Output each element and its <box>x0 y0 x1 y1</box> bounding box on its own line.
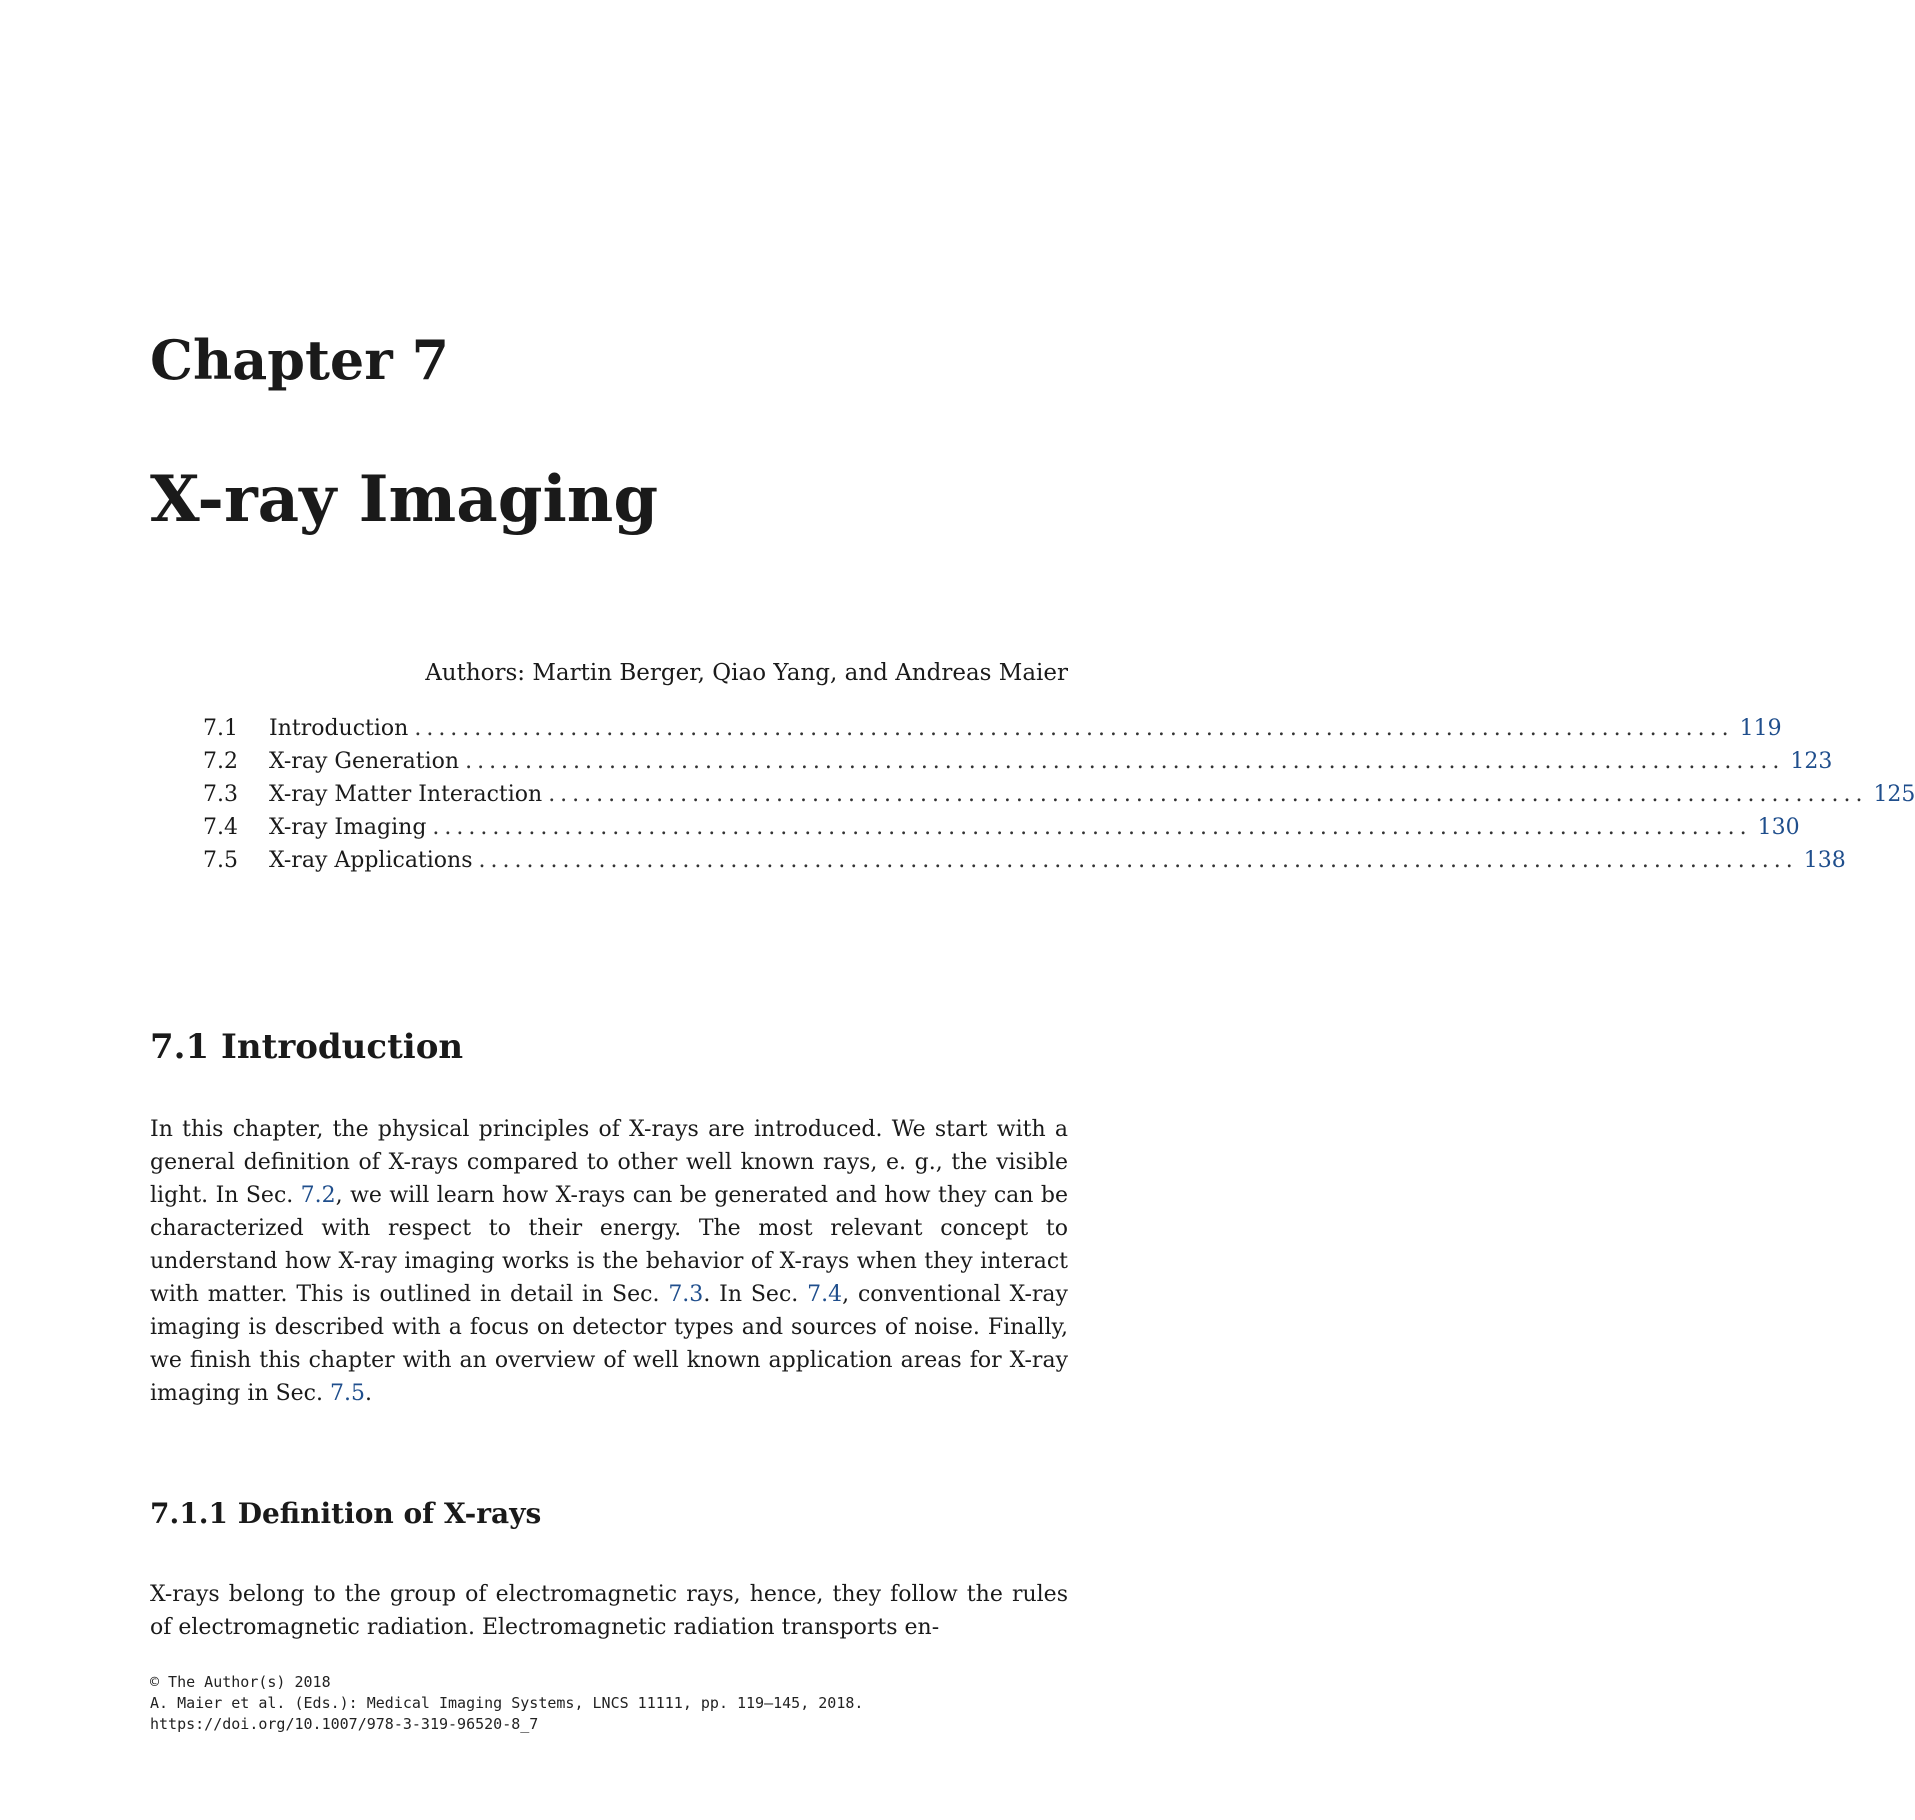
chapter-authors: Authors: Martin Berger, Qiao Yang, and Andreas Maier <box>425 660 1068 686</box>
chapter-table-of-contents <box>203 712 1915 877</box>
toc-dot-leader: .............................................................................................................. <box>548 782 1868 807</box>
toc-dot-leader: .............................................................................................................. <box>432 815 1752 840</box>
toc-entry-title: Introduction <box>269 716 409 741</box>
paragraph-text: . <box>364 1381 372 1406</box>
section-ref-link[interactable]: 7.4 <box>807 1282 843 1307</box>
paragraph-text: In this chapter, the physical principles of X-rays are introduced. We start with a general definition of X-rays compared to other well known rays, e. g., the visible light. In Sec. <box>150 1117 1068 1208</box>
toc-entry[interactable] <box>203 778 1915 811</box>
toc-entry-number: 7.5 <box>203 848 238 873</box>
intro-paragraph <box>150 1113 1068 1410</box>
toc-entry[interactable] <box>203 745 1833 778</box>
toc-entry-page-link[interactable]: 125 <box>1873 782 1915 807</box>
section-ref-link[interactable]: 7.2 <box>300 1183 336 1208</box>
paragraph-text: , conventional X-ray imaging is described with a focus on detector types and sources of noise. Finally, we finish this chapter with an overview of well known application areas for X-ray imaging in Sec. <box>150 1282 1068 1406</box>
doi-link[interactable]: https://doi.org/10.1007/978-3-319-96520-8_7 <box>150 1715 539 1733</box>
toc-entry-number: 7.3 <box>203 782 238 807</box>
section-heading: 7.1 Introduction <box>150 1027 464 1067</box>
copyright-notice: © The Author(s) 2018 <box>150 1673 331 1691</box>
section-ref-link[interactable]: 7.3 <box>668 1282 704 1307</box>
toc-dot-leader: .............................................................................................................. <box>465 749 1785 774</box>
toc-dot-leader: .............................................................................................................. <box>414 716 1734 741</box>
toc-entry[interactable] <box>203 811 1800 844</box>
toc-entry-title: X-ray Generation <box>269 749 460 774</box>
chapter-label: Chapter 7 <box>150 328 450 392</box>
definition-paragraph: X-rays belong to the group of electromagnetic rays, hence, they follow the rules of electromagnetic radiation. Electromagnetic radiation transports en- <box>150 1582 1068 1640</box>
toc-dot-leader: .............................................................................................................. <box>478 848 1798 873</box>
citation-line: A. Maier et al. (Eds.): Medical Imaging Systems, LNCS 11111, pp. 119–145, 2018. <box>150 1694 864 1712</box>
subsection-heading: 7.1.1 Definition of X-rays <box>150 1497 542 1530</box>
toc-entry-number: 7.2 <box>203 749 238 774</box>
toc-entry-title: X-ray Applications <box>269 848 473 873</box>
toc-entry-page-link[interactable]: 130 <box>1757 815 1800 840</box>
paragraph-text: , we will learn how X-rays can be generated and how they can be characterized with respect to their energy. The most relevant concept to understand how X-ray imaging works is the behavior of X-rays when they interact with matter. This is outlined in detail in Sec. <box>150 1183 1068 1307</box>
toc-entry[interactable] <box>203 712 1782 745</box>
toc-entry-title: X-ray Matter Interaction <box>269 782 543 807</box>
paragraph-text: . In Sec. <box>703 1282 808 1307</box>
toc-entry[interactable] <box>203 844 1846 877</box>
section-ref-link[interactable]: 7.5 <box>329 1381 365 1406</box>
document-page <box>150 0 1915 1820</box>
toc-entry-number: 7.1 <box>203 716 238 741</box>
toc-entry-page-link[interactable]: 123 <box>1790 749 1833 774</box>
page-footer <box>150 1672 1068 1735</box>
toc-entry-page-link[interactable]: 138 <box>1803 848 1846 873</box>
toc-entry-page-link[interactable]: 119 <box>1739 716 1782 741</box>
toc-entry-number: 7.4 <box>203 815 238 840</box>
toc-entry-title: X-ray Imaging <box>269 815 427 840</box>
chapter-title: X-ray Imaging <box>150 462 659 537</box>
